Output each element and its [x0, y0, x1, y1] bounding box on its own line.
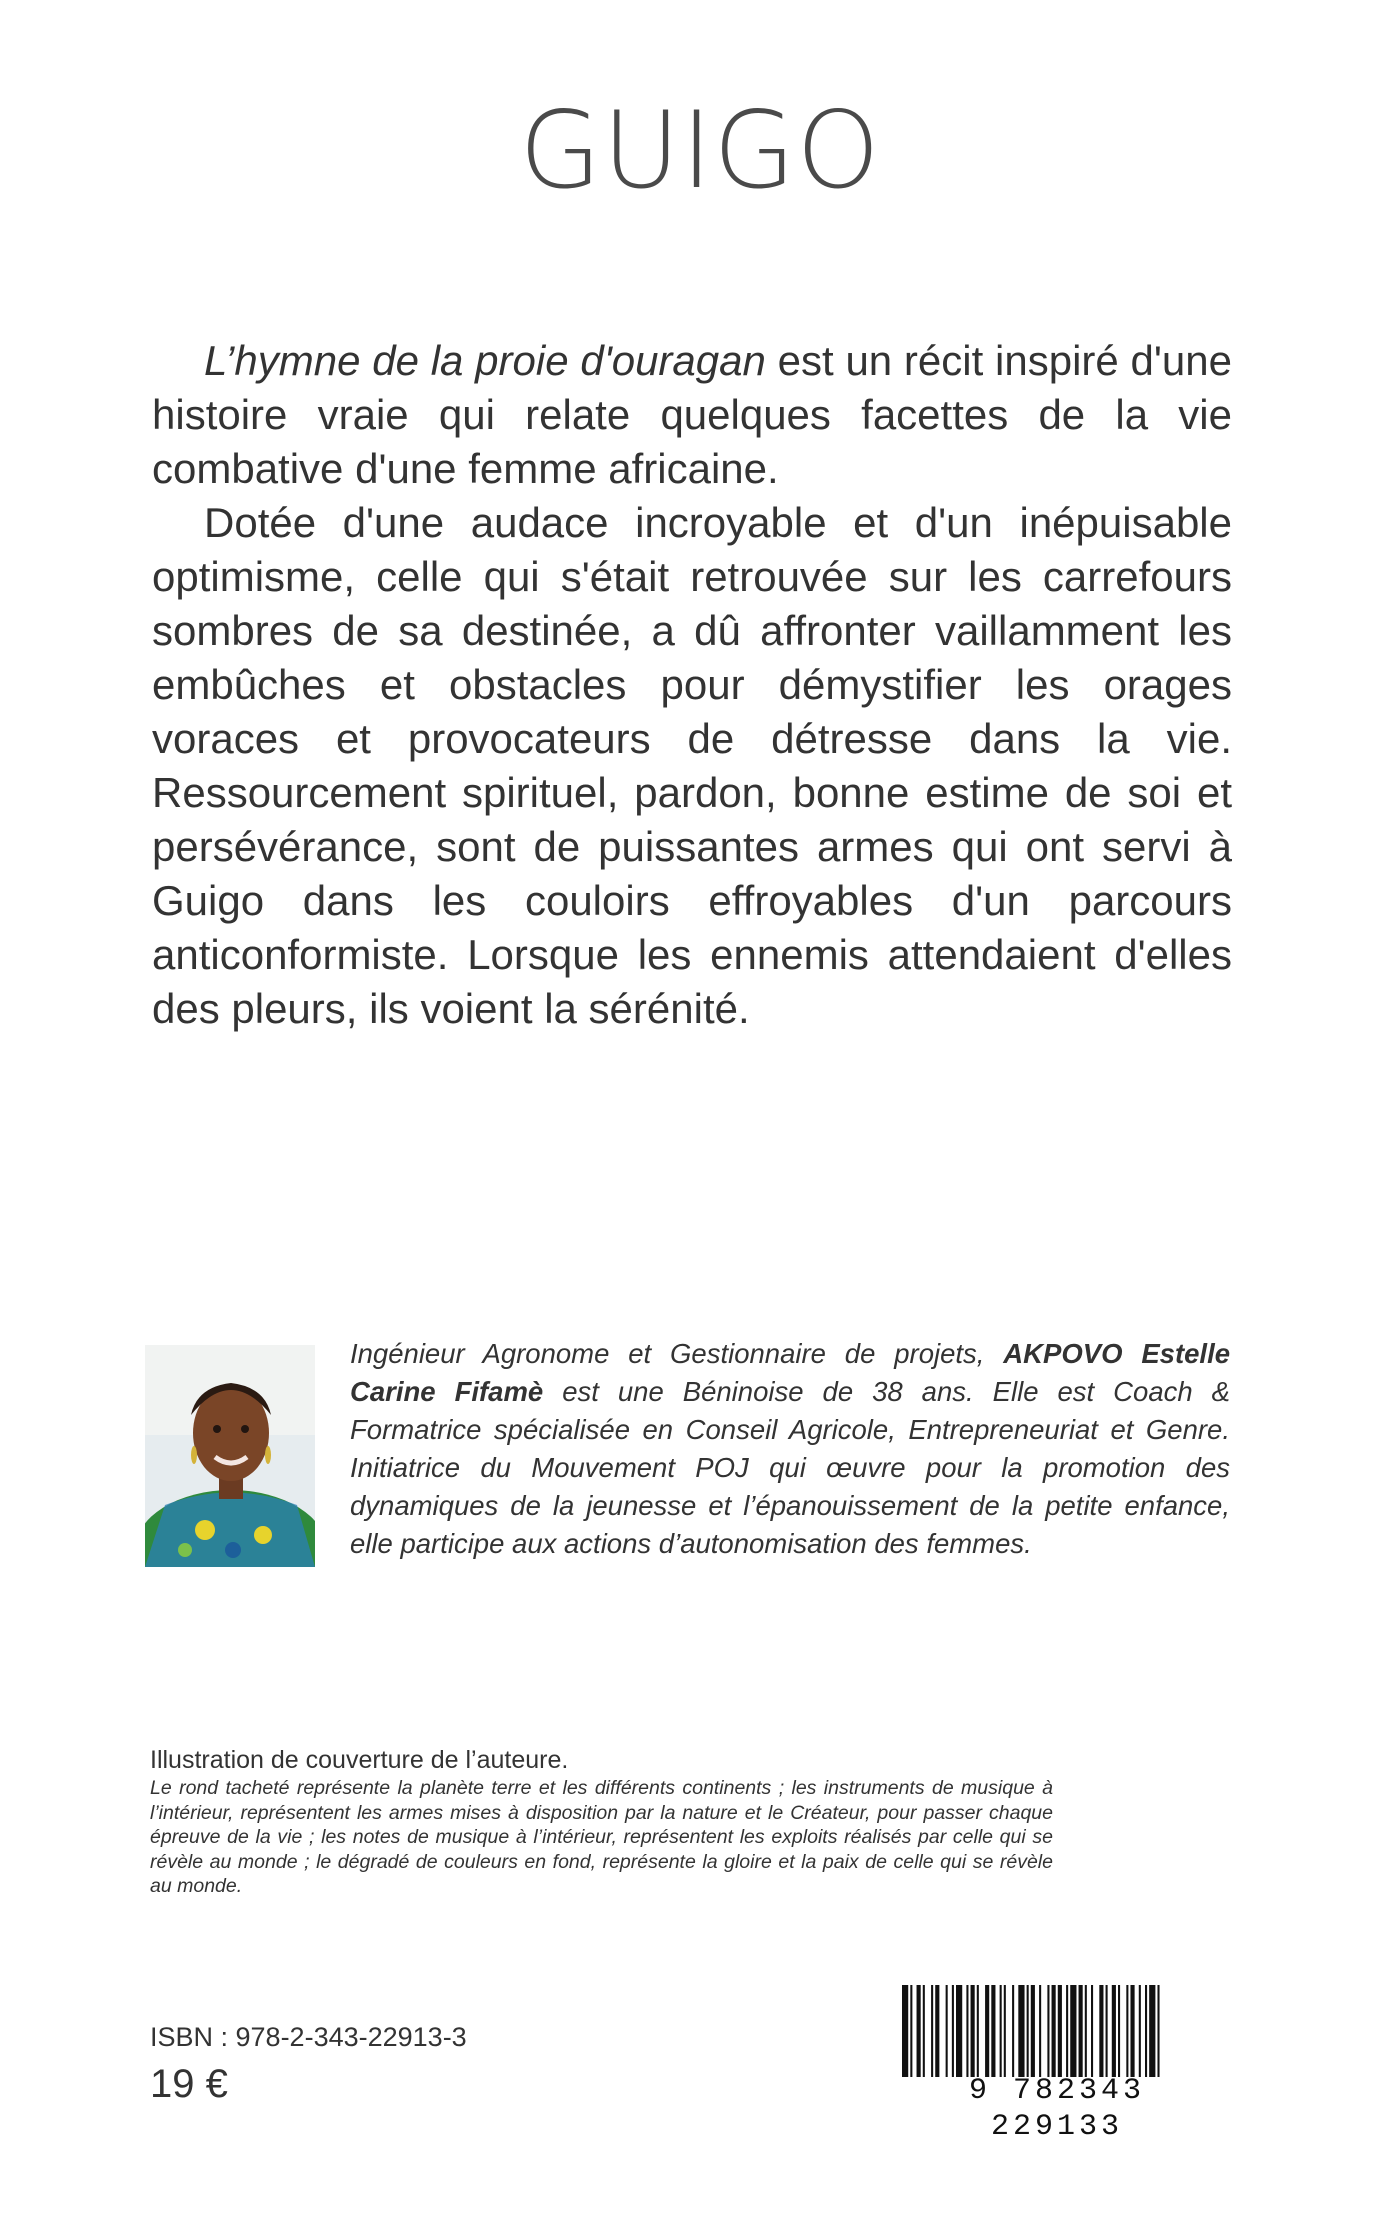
- author-portrait-illustration: [145, 1345, 315, 1567]
- barcode-bar: [1157, 1985, 1159, 2077]
- isbn: ISBN : 978-2-343-22913-3: [150, 2022, 467, 2052]
- barcode-bar: [1149, 1985, 1155, 2077]
- blurb-paragraph-1: [152, 334, 1232, 496]
- barcode-bar: [1126, 1985, 1128, 2077]
- barcode-bar: [1031, 1985, 1035, 2077]
- barcode-digits: 9 782343 229133: [968, 2074, 1146, 2144]
- barcode-bar: [1052, 1985, 1056, 2077]
- blurb-paragraph-2: Dotée d'une audace incroyable et d'un inépuisable optimisme, celle qui s'était retrouvée sur les carrefours sombres de sa destinée, a dû affronter vaillamment les embûches et obstacles pour démystifier les orages voraces et provocateurs de détresse dans la vie. Ressourcement spirituel, pardon, bonne estime de soi et persévérance, sont de puissantes armes qui ont servi à Guigo dans les couloirs effroyables d'un parcours anticonformiste. Lorsque les ennemis attendaient d'elles des pleurs, ils voient la sérénité.: [152, 499, 1232, 1032]
- barcode-bar: [1047, 1985, 1049, 2077]
- barcode-bar: [1018, 1985, 1024, 2077]
- barcode-bar: [1085, 1985, 1087, 2077]
- barcode-bar: [923, 1985, 925, 2077]
- barcode-bar: [1039, 1985, 1041, 2077]
- barcode-bar: [966, 1985, 968, 2077]
- barcode-bar: [1079, 1985, 1083, 2077]
- barcode-bar: [1066, 1985, 1068, 2077]
- author-bio-text: est une Béninoise de 38 ans. Elle est Coach & Formatrice spécialisée en Conseil Agricole, Entrepreneuriat et Genre. Initiatrice du Mouvement POJ qui œuvre pour la promotion des dynamiques de la jeunesse et l’épanouissement de la petite enfance, elle participe aux actions d’autonomisation des femmes.: [350, 1376, 1230, 1559]
- barcode-bar: [1000, 1985, 1002, 2077]
- barcode-bar: [952, 1985, 954, 2077]
- illustration-credit: Illustration de couverture de l’auteure.: [150, 1746, 569, 1774]
- barcode-bar: [1118, 1985, 1120, 2077]
- barcode-bar: [1070, 1985, 1076, 2077]
- barcode-bar: [935, 1985, 939, 2077]
- barcode-bar: [910, 1985, 912, 2077]
- book-title: GUIGO: [519, 89, 881, 212]
- barcode-bar: [1027, 1985, 1029, 2077]
- barcode-bar: [1145, 1985, 1147, 2077]
- barcode-bars: [896, 1985, 1218, 2077]
- barcode-bar: [917, 1985, 921, 2077]
- barcode-bar: [956, 1985, 962, 2077]
- blurb-book-title: L’hymne de la proie d'ouragan: [204, 337, 766, 384]
- barcode-bar: [1139, 1985, 1141, 2077]
- barcode-bar: [1106, 1985, 1108, 2077]
- barcode-bar: [931, 1985, 933, 2077]
- barcode-bar: [991, 1985, 995, 2077]
- barcode-bar: [1112, 1985, 1116, 2077]
- barcode-bar: [1012, 1985, 1014, 2077]
- author-photo: [145, 1345, 315, 1567]
- barcode-bar: [985, 1985, 989, 2077]
- barcode-bar: [1130, 1985, 1134, 2077]
- barcode-bar: [1099, 1985, 1103, 2077]
- author-bio-intro: Ingénieur Agronome et Gestionnaire de projets,: [350, 1338, 1004, 1369]
- author-name: AKPOVO Estelle Carine Fifamè: [350, 1338, 1230, 1407]
- barcode-bar: [1091, 1985, 1093, 2077]
- barcode-bar: [1004, 1985, 1006, 2077]
- back-cover-blurb: [152, 334, 1232, 1036]
- price: 19 €: [150, 2062, 228, 2106]
- blurb-paragraph-1-text: est un récit inspiré d'une histoire vraie qui relate quelques facettes de la vie combative d'une femme africaine.: [152, 337, 1233, 492]
- barcode-bar: [1058, 1985, 1062, 2077]
- barcode-bar: [971, 1985, 975, 2077]
- author-bio: [350, 1335, 1230, 1563]
- barcode-bar: [902, 1985, 908, 2077]
- barcode-bar: [946, 1985, 948, 2077]
- illustration-description: Le rond tacheté représente la planète terre et les différents continents ; les instruments de musique à l’intérieur, représentent les armes mises à disposition par la nature et le Créateur, pour passer chaque épreuve de la vie ; les notes de musique à l’intérieur, représentent les exploits réalisés par celle qui se révèle au monde ; le dégradé de couleurs en fond, représente la gloire et la paix de celle qui se révèle au monde.: [150, 1777, 1053, 1898]
- barcode-bar: [977, 1985, 979, 2077]
